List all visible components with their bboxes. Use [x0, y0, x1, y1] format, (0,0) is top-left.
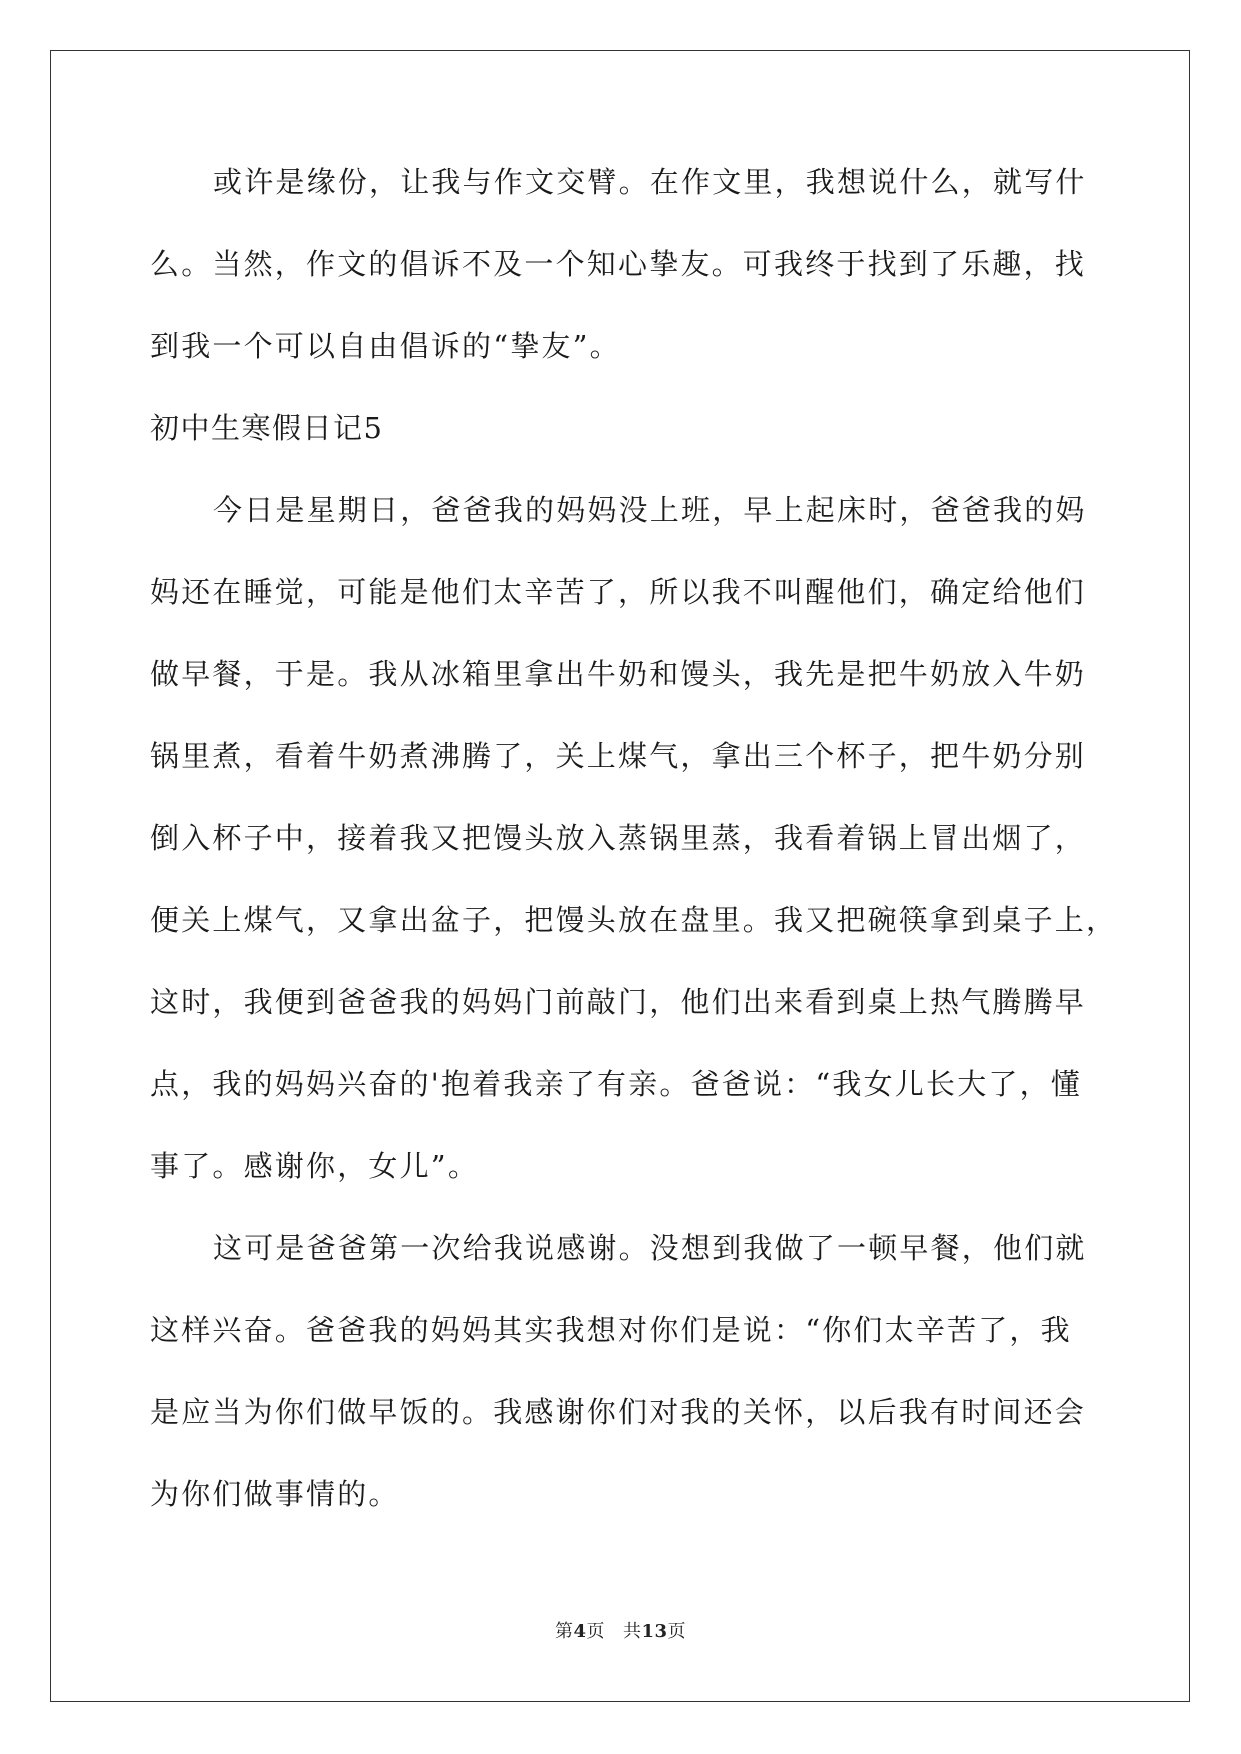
- paragraph-1-line-3: 到我一个可以自由倡诉的“挚友”。: [150, 329, 621, 363]
- paragraph-1-line-2: 么。当然，作文的倡诉不及一个知心挚友。可我终于找到了乐趣，找: [150, 247, 1087, 281]
- paragraph-2-line-6: 便关上煤气，又拿出盆子，把馒头放在盘里。我又把碗筷拿到桌子上，: [150, 903, 1118, 937]
- page-prefix: 第: [554, 1621, 574, 1642]
- paragraph-2-line-2: 妈还在睡觉，可能是他们太辛苦了，所以我不叫醒他们，确定给他们: [150, 575, 1087, 609]
- page-current: 4: [573, 1621, 587, 1642]
- paragraph-2-line-4: 锅里煮，看着牛奶煮沸腾了，关上煤气，拿出三个杯子，把牛奶分别: [150, 739, 1087, 773]
- total-suffix: 页: [667, 1621, 687, 1642]
- page-suffix: 页: [586, 1621, 605, 1642]
- paragraph-1-line-1: 或许是缘份，让我与作文交臂。在作文里，我想说什么，就写什: [213, 165, 1087, 199]
- page-total: 13: [641, 1621, 668, 1642]
- page-footer: [0, 1617, 1241, 1643]
- paragraph-3-line-4: 为你们做事情的。: [150, 1477, 400, 1511]
- paragraph-2-line-8: 点，我的妈妈兴奋的'抱着我亲了有亲。爸爸说：“我女儿长大了，懂: [150, 1067, 1082, 1101]
- paragraph-2-line-9: 事了。感谢你，女儿”。: [150, 1149, 480, 1183]
- paragraph-3-line-2: 这样兴奋。爸爸我的妈妈其实我想对你们是说：“你们太辛苦了，我: [150, 1313, 1072, 1347]
- paragraph-2-line-1: 今日是星期日，爸爸我的妈妈没上班，早上起床时，爸爸我的妈: [213, 493, 1087, 527]
- paragraph-2-line-3: 做早餐，于是。我从冰箱里拿出牛奶和馒头，我先是把牛奶放入牛奶: [150, 657, 1087, 691]
- paragraph-2-line-5: 倒入杯子中，接着我又把馒头放入蒸锅里蒸，我看着锅上冒出烟了，: [150, 821, 1087, 855]
- paragraph-3-line-1: 这可是爸爸第一次给我说感谢。没想到我做了一顿早餐，他们就: [213, 1231, 1087, 1265]
- total-prefix: 共: [622, 1621, 642, 1642]
- document-body: [150, 155, 1118, 1549]
- paragraph-2-line-7: 这时，我便到爸爸我的妈妈门前敲门，他们出来看到桌上热气腾腾早: [150, 985, 1087, 1019]
- paragraph-3-line-3: 是应当为你们做早饭的。我感谢你们对我的关怀，以后我有时间还会: [150, 1395, 1087, 1429]
- section-title: 初中生寒假日记5: [150, 411, 384, 445]
